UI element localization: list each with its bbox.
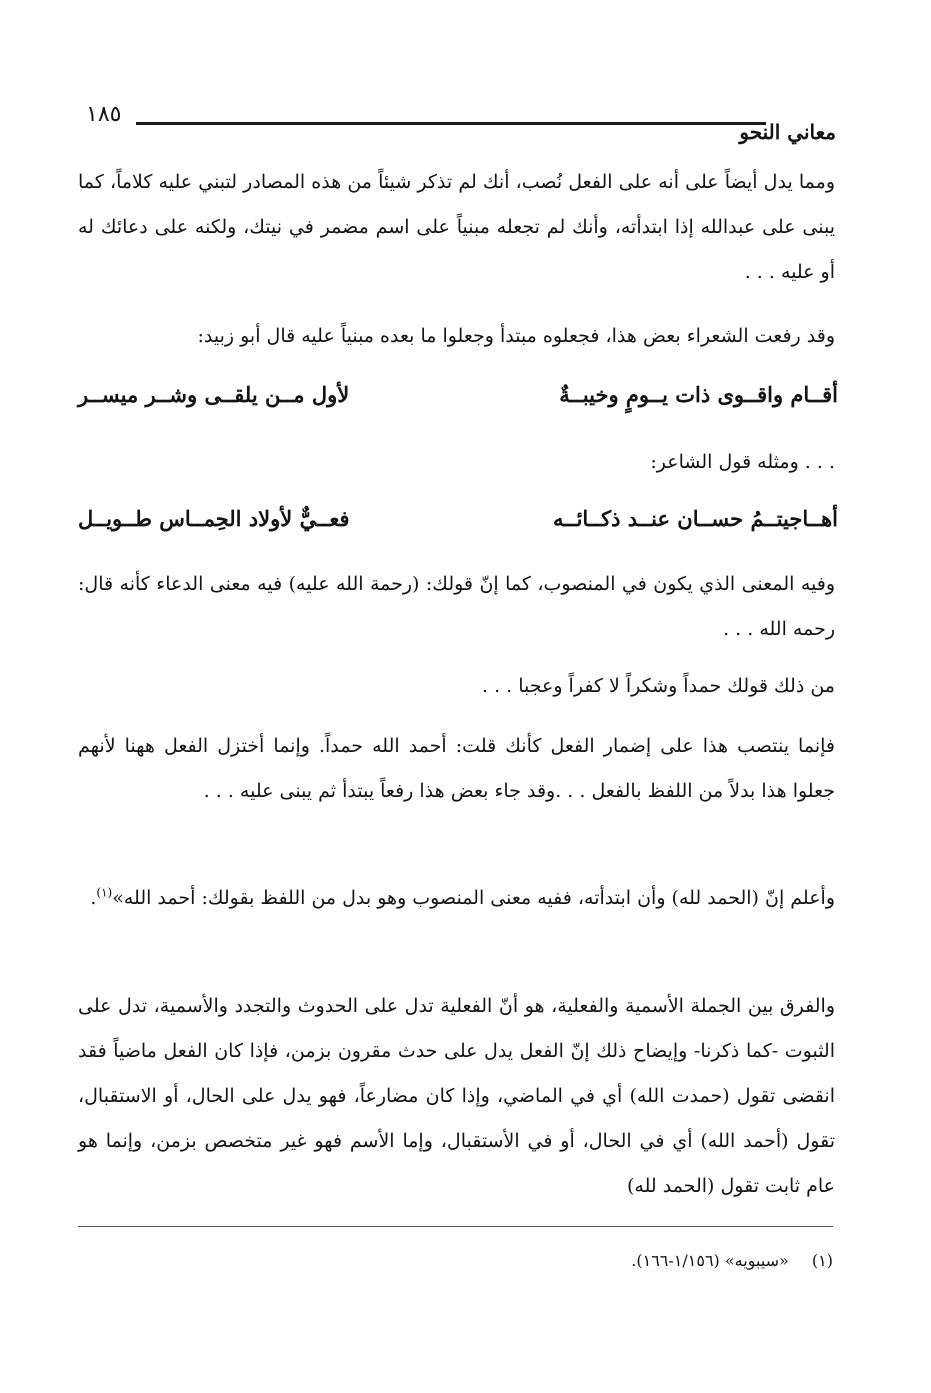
footnote-reference: (١) <box>96 885 113 900</box>
verse-2-first-hemistich: أهــاجيتــمُ حســان عنــد ذكــائــه <box>553 506 838 531</box>
header-rule <box>136 122 766 125</box>
paragraph-5: من ذلك قولك حمداً وشكراً لا كفراً وعجبا . . . <box>481 675 835 697</box>
paragraph-6: فإنما ينتصب هذا على إضمار الفعل كأنك قلت: أحمد الله حمداً. وإنما أختزل الفعل ههنا لأنهم جعلوا هذا بدلاً من اللفظ بالفعل . . .وقد جاء بعض هذا رفعاً يبتدأ ثم يبنى عليه . . . <box>78 735 835 802</box>
verse-1-second-hemistich: لأول مــن يلقــى وشــر ميســر <box>78 382 350 407</box>
verse-1 <box>78 382 838 422</box>
paragraph-7-end: . <box>90 887 97 909</box>
paragraph-2: وقد رفعت الشعراء بعض هذا، فجعلوه مبتدأ وجعلوا ما بعده مبنياً عليه قال أبو زبيد: <box>197 325 835 347</box>
verse-1-first-hemistich: أقــام واقــوى ذات يــومٍ وخيبــةٌ <box>559 382 838 407</box>
paragraph-8: والفرق بين الجملة الأسمية والفعلية، هو أنّ الفعلية تدل على الحدوث والتجدد والأسمية، تدل على الثبوت -كما ذكرنا- وإيضاح ذلك إنّ الفعل يدل على حدث مقرون بزمن، فإذا كان الفعل ماضياً فقد انقضى تقول (حمدت الله) أي في الماضي، وإذا كان مضارعاً، فهو يدل على الحال، أو الاستقبال، تقول (أحمد الله) أي في الحال، أو في الأستقبال، وإما الأسم فهو غير متخصص بزمن، وإنما هو عام ثابت تقول (الحمد لله) <box>78 995 835 1197</box>
footnote-rule <box>78 1226 833 1227</box>
paragraph-4: وفيه المعنى الذي يكون في المنصوب، كما إنّ قولك: (رحمة الله عليه) فيه معنى الدعاء كأنه قال: رحمه الله . . . <box>78 573 835 640</box>
paragraph-7 <box>78 876 835 921</box>
footnote-marker: (١) <box>811 1251 833 1270</box>
verse-2 <box>78 506 838 546</box>
paragraph-7-text: وأعلم إنّ (الحمد لله) وأن ابتدأته، ففيه معنى المنصوب وهو بدل من اللفظ بقولك: أحمد الله» <box>112 887 835 909</box>
paragraph-3: . . . ومثله قول الشاعر: <box>650 451 835 473</box>
verse-2-second-hemistich: فعــيٌّ لأولاد الحِمــاس طــويــل <box>78 506 350 531</box>
running-title: معاني النحو <box>739 120 836 144</box>
footnote <box>78 1246 833 1276</box>
paragraph-1: ومما يدل أيضاً على أنه على الفعل نُصب، أنك لم تذكر شيئاً من هذه المصادر لتبني عليه كلاماً، كما يبنى على عبدالله إذا ابتدأته، وأنك لم تجعله مبنياً على اسم مضمر في نيتك، ولكنه على دعائك له أو عليه . . . <box>78 171 835 283</box>
page-header <box>78 100 838 150</box>
footnote-text: «سيبويه» (١/١٥٦-١٦٦). <box>631 1251 789 1270</box>
page-number: ١٨٥ <box>86 102 122 127</box>
